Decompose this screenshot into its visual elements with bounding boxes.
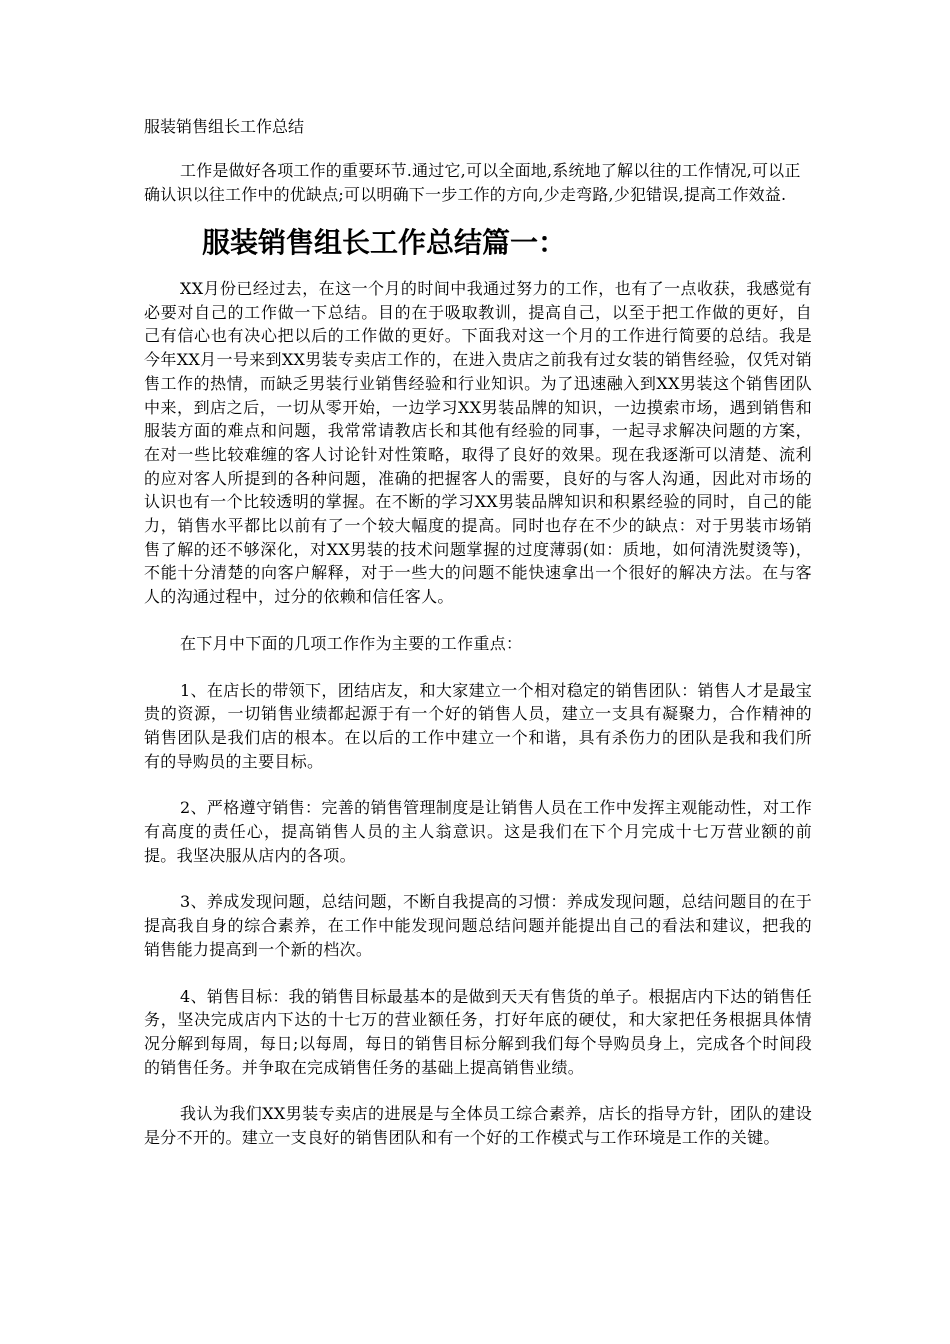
document-page (144, 115, 812, 1173)
body-paragraph-6: 4、销售目标：我的销售目标最基本的是做到天天有售货的单子。根据店内下达的销售任务，坚决完成店内下达的十七万的营业额任务，打好年底的硬仗，和大家把任务根据具体情况分解到每周，每日;以每周，每日的销售目标分解到我们每个导购员身上，完成各个时间段的销售任务。并争取在完成销售任务的基础上提高销售业绩。 (144, 986, 812, 1077)
body-paragraph-5: 3、养成发现问题，总结问题，不断自我提高的习惯：养成发现问题，总结问题目的在于提高我自身的综合素养，在工作中能发现问题总结问题并能提出自己的看法和建议，把我的销售能力提高到一个新的档次。 (144, 892, 812, 959)
body-paragraph-7: 我认为我们XX男装专卖店的进展是与全体员工综合素养，店长的指导方针，团队的建设是分不开的。建立一支良好的销售团队和有一个好的工作模式与工作环境是工作的关键。 (144, 1104, 812, 1148)
body-paragraph-1: XX月份已经过去，在这一个月的时间中我通过努力的工作，也有了一点收获，我感觉有必要对自己的工作做一下总结。目的在于吸取教训，提高自己，以至于把工作做的更好，自己有信心也有决心把以后的工作做的更好。下面我对这一个月的工作进行简要的总结。我是今年XX月一号来到XX男装专卖店工作的，在进入贵店之前我有过女装的销售经验，仅凭对销售工作的热情，而缺乏男装行业销售经验和行业知识。为了迅速融入到XX男装这个销售团队中来，到店之后，一切从零开始，一边学习XX男装品牌的知识，一边摸索市场，遇到销售和服装方面的难点和问题，我常常请教店长和其他有经验的同事，一起寻求解决问题的方案，在对一些比较难缠的客人讨论针对性策略，取得了良好的效果。现在我逐渐可以清楚、流利的应对客人所提到的各种问题，准确的把握客人的需要，良好的与客人沟通，因此对市场的认识也有一个比较透明的掌握。在不断的学习XX男装品牌知识和积累经验的同时，自己的能力，销售水平都比以前有了一个较大幅度的提高。同时也存在不少的缺点：对于男装市场销售了解的还不够深化，对XX男装的技术问题掌握的过度薄弱(如：质地，如何清洗熨烫等)，不能十分清楚的向客户解释，对于一些大的问题不能快速拿出一个很好的解决方法。在与客人的沟通过程中，过分的依赖和信任客人。 (144, 279, 812, 607)
body-paragraph-4: 2、严格遵守销售：完善的销售管理制度是让销售人员在工作中发挥主观能动性，对工作有高度的责任心，提高销售人员的主人翁意识。这是我们在下个月完成十七万营业额的前提。我坚决服从店内的各项。 (144, 798, 812, 865)
body-paragraph-2: 在下月中下面的几项工作作为主要的工作重点： (180, 633, 523, 653)
section-heading: 服装销售组长工作总结篇一： (202, 226, 567, 259)
document-title: 服装销售组长工作总结 (144, 117, 305, 136)
body-paragraph-3: 1、在店长的带领下，团结店友，和大家建立一个相对稳定的销售团队：销售人才是最宝贵的资源，一切销售业绩都起源于有一个好的销售人员，建立一支具有凝聚力，合作精神的销售团队是我们店的根本。在以后的工作中建立一个和谐，具有杀伤力的团队是我和我们所有的导购员的主要目标。 (144, 680, 812, 771)
intro-paragraph: 工作是做好各项工作的重要环节.通过它,可以全面地,系统地了解以往的工作情况,可以正确认识以往工作中的优缺点;可以明确下一步工作的方向,少走弯路,少犯错误,提高工作效益. (144, 161, 801, 204)
